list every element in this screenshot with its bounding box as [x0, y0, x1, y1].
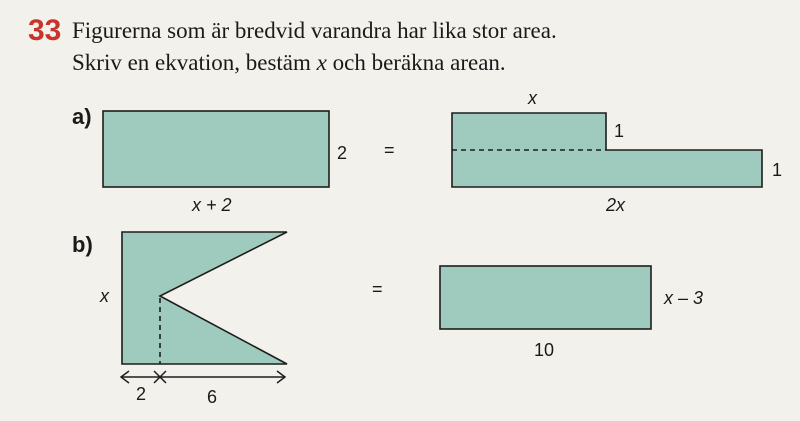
b-right-rectangle	[440, 266, 651, 329]
a-bottom-width-label: 2x	[606, 195, 626, 215]
a-bottom-height-label: 1	[772, 160, 783, 180]
instruction-text-start: Skriv en ekvation, bestäm	[72, 50, 317, 75]
b-equals-sign: =	[372, 279, 383, 299]
a-top-height-label: 1	[614, 121, 625, 141]
a-equals-sign: =	[384, 140, 395, 160]
b-right-width-label: 10	[534, 340, 555, 360]
b-dimension-arrows	[121, 371, 285, 383]
b-height-label: x	[100, 286, 109, 306]
task-number: 33	[28, 14, 62, 47]
b-base-right-label: 6	[207, 387, 218, 407]
task-instruction-line-1: Figurerna som är bredvid varandra har lika stor area.	[72, 18, 557, 43]
instruction-variable-x: x	[316, 50, 327, 75]
a-left-rectangle	[103, 111, 329, 187]
a-top-width-label: x	[528, 88, 537, 108]
instruction-text-end: och beräkna arean.	[326, 50, 506, 75]
a-left-width-label: x + 2	[192, 195, 232, 215]
part-b-label: b)	[72, 232, 93, 257]
b-base-left-label: 2	[136, 384, 147, 404]
part-a-label: a)	[72, 104, 92, 129]
b-left-shape	[122, 232, 287, 364]
b-right-height-label: x – 3	[664, 288, 704, 308]
a-left-height-label: 2	[337, 143, 348, 163]
